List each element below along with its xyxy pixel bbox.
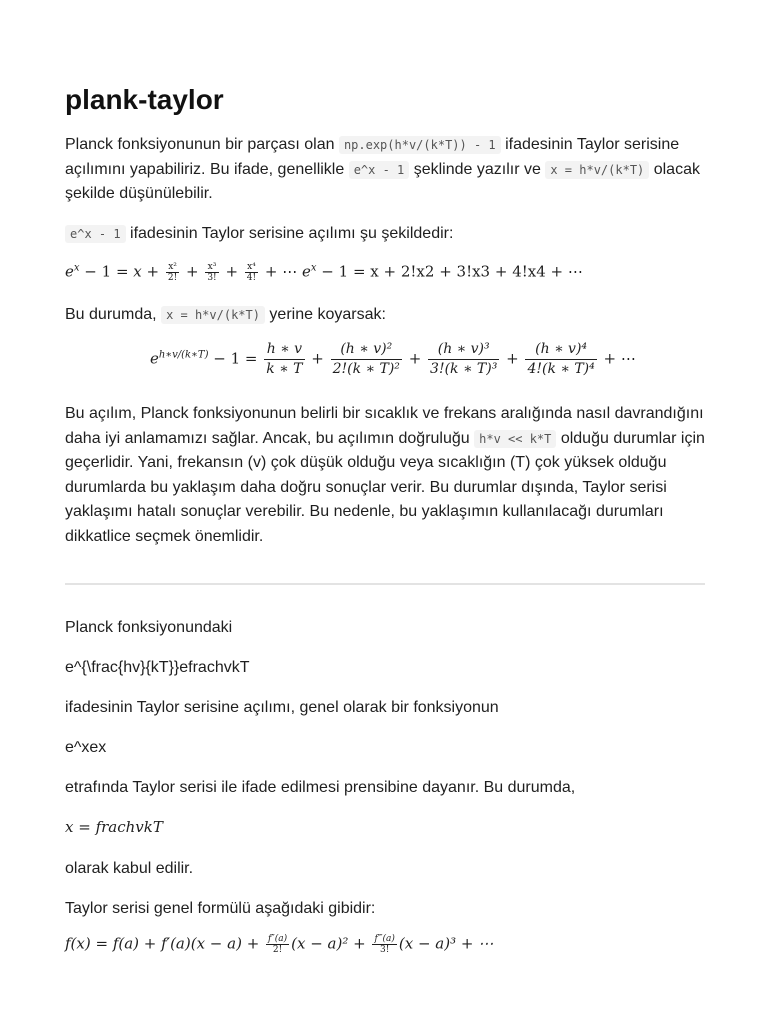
discussion-text-1: Bu açılım, Planck fonksiyonunun belirli bir sıcaklık ve frekans aralığında nasıl davrandığını daha iyi anlamamızı sağlar. Ancak, bu açılımın doğruluğu (65, 405, 704, 447)
eq2-lhs-base: e (150, 349, 159, 368)
section-divider (65, 583, 705, 585)
substitution-paragraph (65, 303, 386, 328)
general-taylor-equation (65, 934, 493, 955)
inline-code-np-exp: np.exp(h*v/(k*T)) - 1 (339, 136, 501, 154)
section2-line-1: Planck fonksiyonundaki (65, 619, 233, 636)
eq1-plus: + (141, 262, 164, 281)
inline-code-condition: h*v << k*T (474, 430, 556, 448)
eq1-lhs-base: e (65, 262, 74, 281)
eq1-lhs-exponent: x (73, 262, 80, 274)
series-intro-paragraph (65, 222, 453, 247)
section2-raw-latex-1: e^{\frac{hv}{kT}}efrachvkT (65, 659, 250, 676)
substitution-text-2: yerine koyarsak: (264, 306, 386, 323)
eq1-plus: + (220, 262, 243, 281)
intro-text-3: şeklinde yazılır ve (409, 160, 546, 178)
intro-paragraph (65, 133, 705, 207)
eq1-plus: + (181, 262, 204, 281)
section2-line-5: Taylor serisi genel formülü aşağıdaki gibidir: (65, 900, 376, 917)
eq2-frac-3: $\frac{\text{(h ∗ v)³}}{\text{3!(k ∗ T)³}}$ (430, 341, 498, 377)
eq1-frac-x3: $\frac{\text{x³}}{3!}$ (207, 262, 217, 283)
inline-code-x-def: x = h*v/(k*T) (545, 161, 649, 179)
eq2-lhs-exponent: h∗v/(k∗T) (158, 349, 209, 361)
page-title: plank-taylor (65, 84, 224, 115)
eq1-x-term: x (133, 262, 142, 281)
eq1-rhs-base: e (302, 262, 311, 281)
section2-line-4: olarak kabul edilir. (65, 860, 194, 877)
eq3-frac-third: $\frac{f‴(a)}{3!}$ (374, 934, 395, 955)
discussion-paragraph (65, 402, 705, 549)
eq2-minus-one: − 1 = (208, 349, 263, 368)
section2-math-x-def: x = frachvkT (65, 818, 163, 836)
inline-code-ex-minus-1-b: e^x - 1 (65, 225, 126, 243)
eq2-frac-1: $\frac{h ∗ v}{k ∗ T}$ (266, 341, 303, 377)
eq1-frac-x4: $\frac{\text{x⁴}}{4!}$ (246, 262, 257, 283)
eq3-lhs: f(x) = f(a) + f′(a)(x − a) + (65, 934, 265, 953)
inline-code-x-def-b: x = h*v/(k*T) (161, 306, 265, 324)
eq2-ellipsis: + ⋯ (598, 349, 636, 368)
eq3-tail: (x − a)³ + ⋯ (398, 934, 494, 953)
eq1-rhs-rest: − 1 = x + 2!x2 + 3!x3 + 4!x4 + ⋯ (316, 262, 583, 281)
intro-text-1: Planck fonksiyonunun bir parçası olan (65, 136, 339, 153)
series-intro-text: ifadesinin Taylor serisine açılımı şu şekildedir: (125, 225, 454, 242)
taylor-ex-equation (65, 262, 583, 283)
section2-line-2: ifadesinin Taylor serisine açılımı, genel olarak bir fonksiyonun (65, 699, 499, 716)
eq2-frac-2: $\frac{\text{(h ∗ v)²}}{\text{2!(k ∗ T)²}}$ (332, 341, 400, 377)
discussion-text-2: olduğu durumlar için geçerlidir. Yani, frekansın (v) çok düşük olduğu veya sıcaklığın (T) çok yüksek olduğu durumlarda bu yaklaşım daha doğru sonuçlar verir. Bu durumlar dışında, Taylor serisi yaklaşımı hatalı sonuçlar verebilir. Bu nedenle, bu yaklaşımın kullanılacağı durumları dikkatlice seçmek önemlidir. (65, 429, 705, 545)
eq3-mid: (x − a)² + (291, 934, 371, 953)
section2-raw-latex-2: e^xex (65, 739, 107, 756)
eq3-frac-second: $\frac{f''(a)}{2!}$ (268, 934, 288, 955)
eq1-frac-x2: $\frac{\text{x²}}{2!}$ (167, 262, 178, 283)
section2-line-3: etrafında Taylor serisi ile ifade edilmesi prensibine dayanır. Bu durumda, (65, 779, 576, 796)
intro-text-2: ifadesinin Taylor serisine açılımını yapabiliriz. Bu ifade, genellikle (65, 136, 680, 178)
inline-code-ex-minus-1: e^x - 1 (349, 161, 410, 179)
intro-text-4: olacak şekilde düşünülebilir. (65, 160, 700, 202)
eq1-ellipsis: + ⋯ (260, 262, 302, 281)
planck-taylor-equation: $e^{h∗v/(k∗T)} - 1$ = $\frac{h ∗ v}{k ∗ T}$ + $\frac{\text{(h ∗ v)²}}{\text{2!(k ∗ T)²}}$ + $\frac{\text{(h ∗ v)³}}{\text{3!(k ∗ T)³}}$ + $\frac{\text{(h ∗ v)⁴}}{\text{4!(k ∗ T)⁴}}$ + ⋯ (150, 341, 636, 377)
eq1-rhs-exponent: x (310, 262, 317, 274)
eq2-frac-4: $\frac{\text{(h ∗ v)⁴}}{\text{4!(k ∗ T)⁴}}$ (527, 341, 595, 377)
eq1-minus-one: − 1 = (79, 262, 134, 281)
substitution-text-1: Bu durumda, (65, 306, 162, 323)
